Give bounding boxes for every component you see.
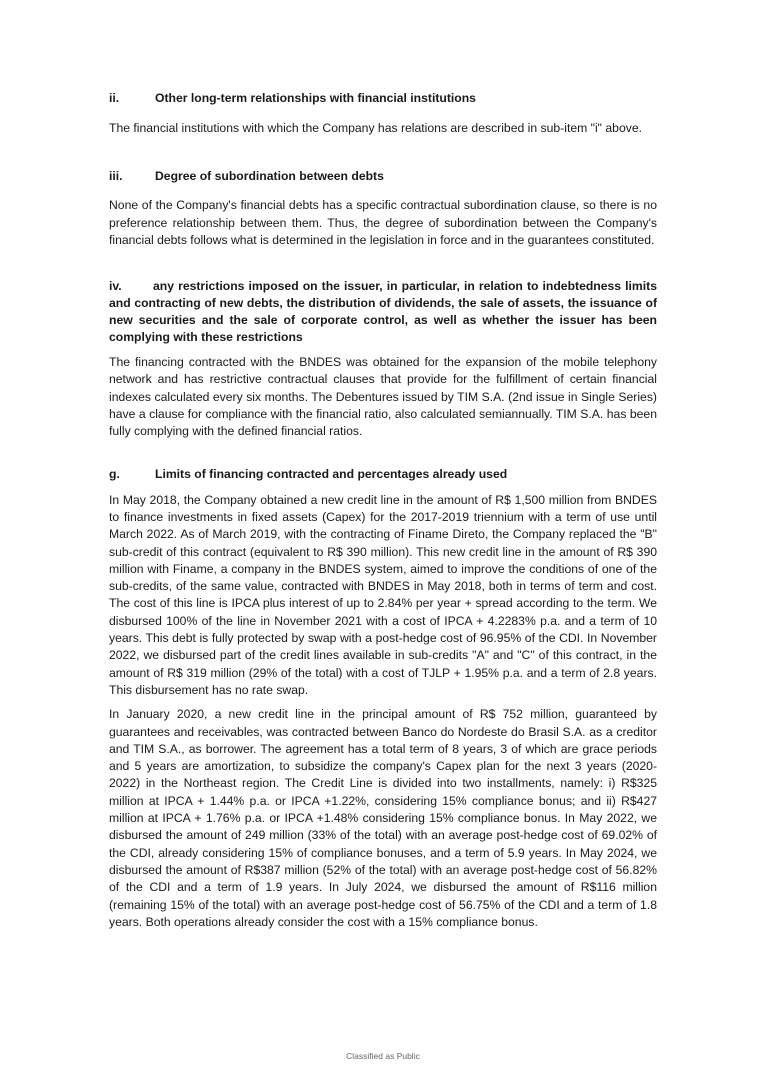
classification-footer: Classified as Public <box>346 1051 420 1061</box>
heading-g <box>109 466 657 483</box>
heading-title: Limits of financing contracted and percentages already used <box>155 466 508 481</box>
heading-number: ii. <box>109 91 120 105</box>
heading-number: g. <box>109 466 120 481</box>
heading-iii <box>109 168 657 185</box>
heading-title: Other long-term relationships with financial institutions <box>155 91 476 105</box>
heading-number: iii. <box>109 169 123 184</box>
heading-number: iv. <box>109 279 122 294</box>
heading-iv <box>109 278 657 346</box>
paragraph: The financing contracted with the BNDES was obtained for the expansion of the mobile telephony network and has restrictive contractual clauses that provide for the fulfillment of certain financial indexes calculated every six months. The Debentures issued by TIM S.A. (2nd issue in Single Series) have a clause for compliance with the financial ratio, also calculated semiannually. TIM S.A. has been fully complying with the defined financial ratios. <box>109 355 657 439</box>
heading-title: any restrictions imposed on the issuer, in particular, in relation to indebtedness limits and contracting of new debts, the distribution of dividends, the sale of assets, the issuance of new securities and the sale of corporate control, as well as whether the issuer has been complying with these restrictions <box>109 279 657 345</box>
heading-ii <box>109 90 657 107</box>
paragraph: The financial institutions with which the Company has relations are described in sub-item "i" above. <box>109 121 642 135</box>
document-page <box>109 86 657 931</box>
heading-title: Degree of subordination between debts <box>155 169 384 184</box>
paragraph: None of the Company's financial debts has a specific contractual subordination clause, so there is no preference relationship between them. Thus, the degree of subordination between the Company's financial debts follows what is determined in the legislation in force and in the guarantees constituted. <box>109 198 657 247</box>
paragraph: In January 2020, a new credit line in the principal amount of R$ 752 million, guaranteed by guarantees and receivables, was contracted between Banco do Nordeste do Brasil S.A. as a creditor and TIM S.A., as borrower. The agreement has a total term of 8 years, 3 of which are grace periods and 5 years are amortization, to subsidize the company's Capex plan for the next 3 years (2020-2022) in the Northeast region. The Credit Line is divided into two installments, namely: i) R$325 million at IPCA + 1.44% p.a. or IPCA +1.22%, considering 15% compliance bonus; and ii) R$427 million at IPCA + 1.76% p.a. or IPCA +1.48% considering 15% compliance bonus. In May 2022, we disbursed the amount of 249 million (33% of the total) with an average post-hedge cost of 69.02% of the CDI, already considering 15% of compliance bonuses, and a term of 5.9 years. In May 2024, we disbursed the amount of R$387 million (52% of the total) with an average post-hedge cost of 56.82% of the CDI and a term of 1.9 years. In July 2024, we disbursed the amount of R$116 million (remaining 15% of the total) with an average post-hedge cost of 56.75% of the CDI and a term of 1.8 years. Both operations already consider the cost with a 15% compliance bonus. <box>109 707 657 929</box>
paragraph: In May 2018, the Company obtained a new credit line in the amount of R$ 1,500 million from BNDES to finance investments in fixed assets (Capex) for the 2017-2019 triennium with a term of use until March 2022. As of March 2019, with the contracting of Finame Direto, the Company replaced the "B" sub-credit of this contract (equivalent to R$ 390 million). This new credit line in the amount of R$ 390 million with Finame, a company in the BNDES system, aimed to improve the conditions of one of the sub-credits, of the same value, contracted with BNDES in May 2018, both in terms of term and cost. The cost of this line is IPCA plus interest of up to 2.84% per year + spread according to the term. We disbursed 100% of the line in November 2021 with a cost of IPCA + 4.2283% p.a. and a term of 10 years. This debt is fully protected by swap with a post-hedge cost of 96.95% of the CDI. In November 2022, we disbursed part of the credit lines available in sub-credits "A" and "C" of this contract, in the amount of R$ 319 million (29% of the total) with a cost of TJLP + 1.95% p.a. and a term of 2.8 years. This disbursement has no rate swap. <box>109 492 657 697</box>
